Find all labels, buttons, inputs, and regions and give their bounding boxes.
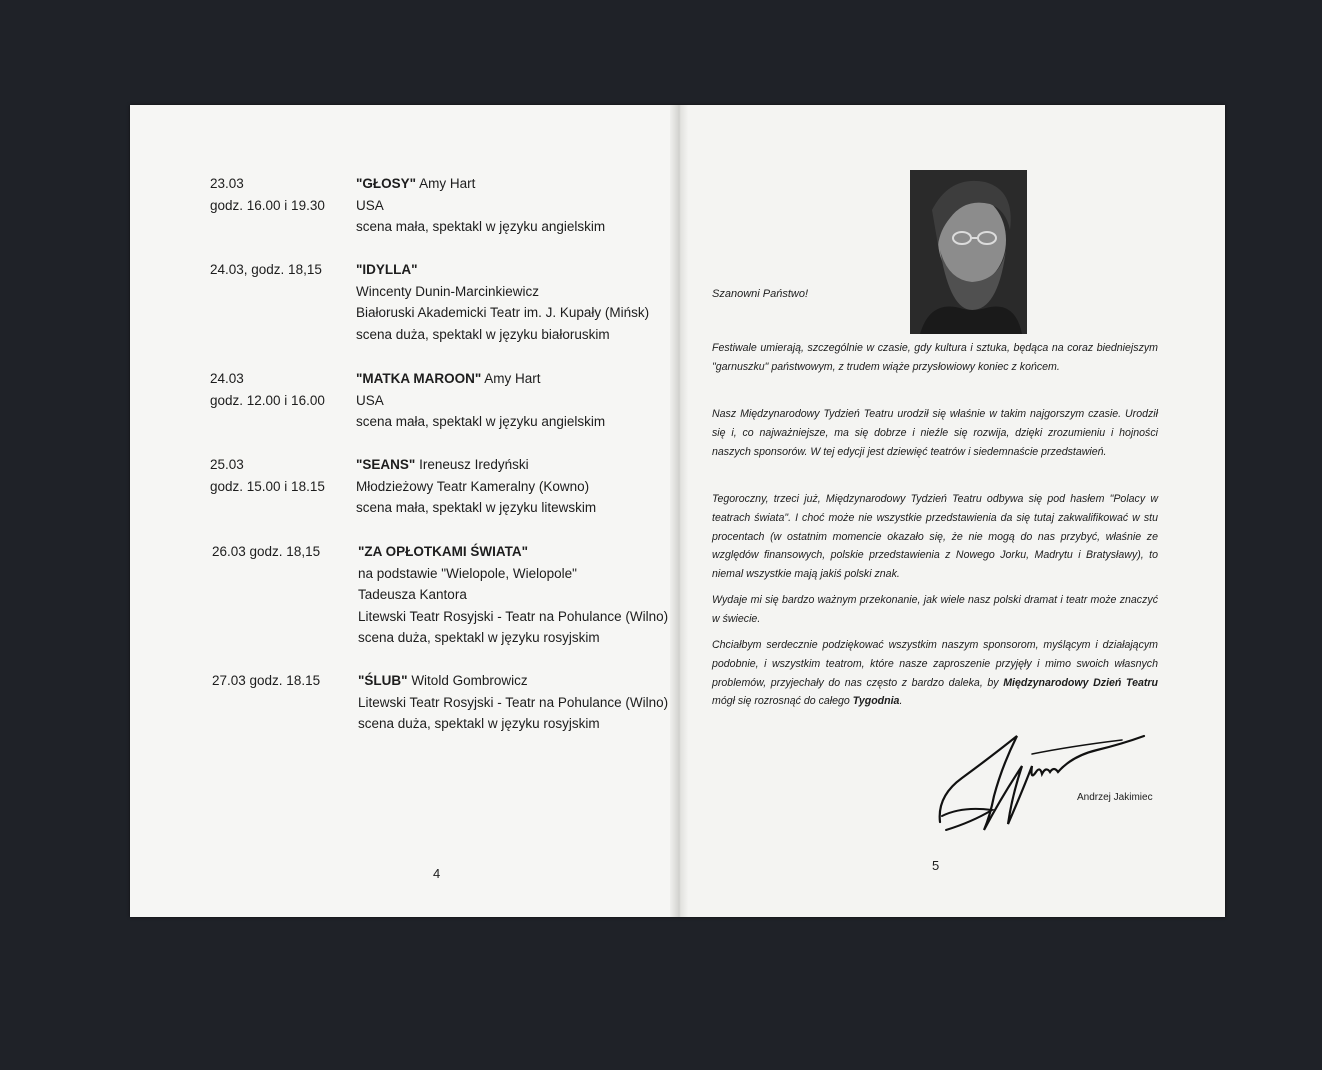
event-line: scena duża, spektakl w języku rosyjskim xyxy=(358,630,600,645)
event-author: Amy Hart xyxy=(481,371,541,386)
page-number-right: 5 xyxy=(932,858,940,873)
event-line: Tadeusza Kantora xyxy=(358,587,467,602)
event-title: "MATKA MAROON" xyxy=(356,371,482,386)
signer-name: Andrzej Jakimiec xyxy=(1077,792,1153,803)
event-author: Ireneusz Iredyński xyxy=(415,457,529,472)
event-title: "ŚLUB" xyxy=(358,673,408,688)
event-line: scena mała, spektakl w języku angielskim xyxy=(356,219,606,234)
event-line: Wincenty Dunin-Marcinkiewicz xyxy=(356,283,540,299)
letter-paragraph: Wydaje mi się bardzo ważnym przekonanie, jak wiele nasz polski dramat i teatr może znaczyć w świecie. xyxy=(712,594,1158,625)
event-author: Amy Hart xyxy=(416,176,476,191)
event-title: "ZA OPŁOTKAMI ŚWIATA" xyxy=(358,544,529,559)
letter-paragraph: Tegoroczny, trzeci już, Międzynarodowy Tydzień Teatru odbywa się pod hasłem "Polacy w teatrach świata". I choć może nie wszystkie przedstawienia da się tutaj zakwalifikować w stu procentach (w ostatnim momencie okazało się, że nie mogą do nas przybyć, właśnie ze względów finansowych, polskie przedstawienia z Nowego Jorku, Madrytu i Bratysławy), to niemal wszystkie mają jakiś polski znak. xyxy=(712,493,1158,581)
event-author: Witold Gombrowicz xyxy=(407,673,528,688)
event-date: 27.03 godz. 18.15 xyxy=(212,673,321,688)
event-date: 24.03, godz. 18,15 xyxy=(210,262,322,277)
event-line: na podstawie "Wielopole, Wielopole" xyxy=(358,565,577,581)
event-title: "GŁOSY" xyxy=(356,176,417,191)
event-line: scena duża, spektakl w języku białoruskim xyxy=(356,326,610,342)
event-time: godz. 16.00 i 19.30 xyxy=(210,197,325,213)
portrait-photo-icon xyxy=(910,170,1027,334)
event-line: USA xyxy=(356,392,384,408)
letter-greeting: Szanowni Państwo! xyxy=(712,288,808,300)
event-title: "IDYLLA" xyxy=(356,262,418,277)
event-date: 24.03 xyxy=(210,371,244,386)
page-number-left: 4 xyxy=(433,866,441,881)
event-line: Białoruski Akademicki Teatr im. J. Kupały (Mińsk) xyxy=(356,305,650,320)
event-date: 26.03 godz. 18,15 xyxy=(212,544,321,559)
event-line: scena mała, spektakl w języku angielskim xyxy=(356,414,606,429)
event-time: godz. 15.00 i 18.15 xyxy=(210,478,325,494)
event-time: godz. 12.00 i 16.00 xyxy=(210,392,325,408)
event-title: "SEANS" xyxy=(356,457,416,472)
handwritten-signature-icon xyxy=(932,726,1152,838)
event-line: Młodzieżowy Teatr Kameralny (Kowno) xyxy=(356,478,590,494)
event-line: Litewski Teatr Rosyjski - Teatr na Pohulance (Wilno) xyxy=(358,694,669,710)
event-line: USA xyxy=(356,197,384,213)
event-date: 25.03 xyxy=(210,457,244,472)
letter-paragraph: Nasz Międzynarodowy Tydzień Teatru urodził się właśnie w takim najgorszym czasie. Urodził się i, co najważniejsze, ma się dobrze i nieźle się rozwija, dzięki zrozumieniu i hojności naszych sponsorów. W tej edycji jest dziewięć teatrów i siedemnaście przedstawień. xyxy=(712,408,1158,458)
letter-closing: Chciałbym serdecznie podziękować wszystkim naszym sponsorom, myślącym i działającym podobnie, i wszystkim teatrom, które nasze zaproszenie przyjęły i mimo swoich własnych problemów, przyjechały do nas często z bardzo daleka, by Międzynarodowy Dzień Teatru mógł się rozrosnąć do całego Tygodnia. xyxy=(712,639,1158,708)
event-line: scena duża, spektakl w języku rosyjskim xyxy=(358,716,600,731)
event-date: 23.03 xyxy=(210,176,244,191)
event-line: scena mała, spektakl w języku litewskim xyxy=(356,500,597,515)
event-line: Litewski Teatr Rosyjski - Teatr na Pohulance (Wilno) xyxy=(358,608,669,624)
letter-paragraph: Festiwale umierają, szczególnie w czasie, gdy kultura i sztuka, będąca na coraz biedniejszym "garnuszku" państwowym, z trudem wiąże przysłowiowy koniec z końcem. xyxy=(712,342,1158,373)
